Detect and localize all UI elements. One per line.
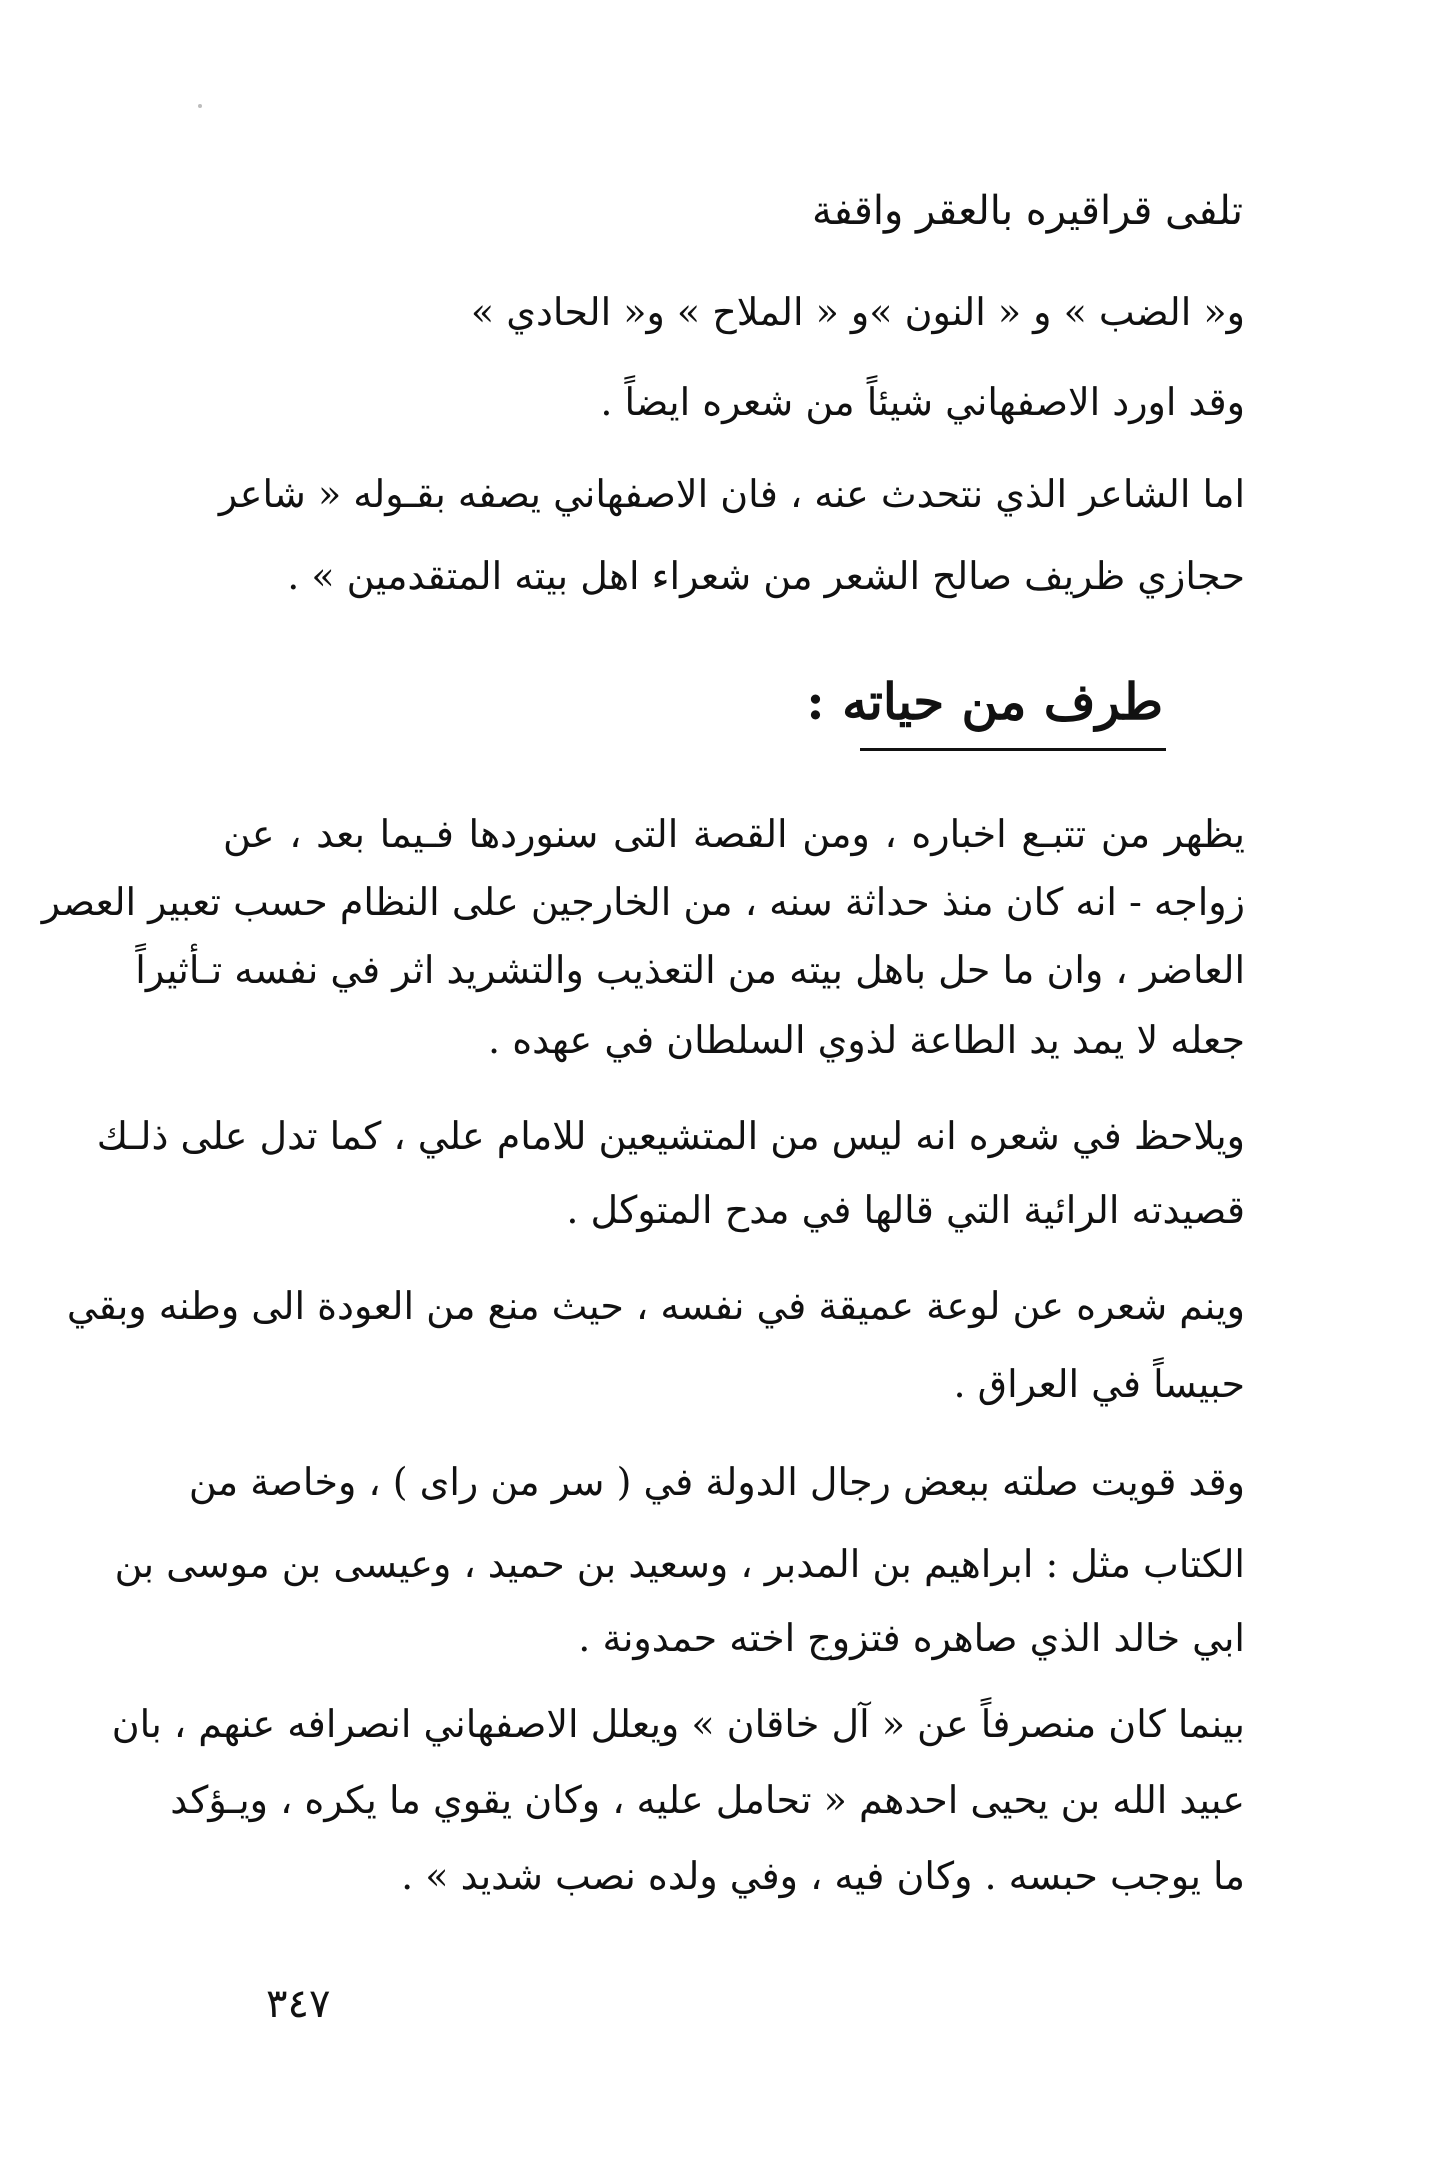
paragraph-3-line-1: وينم شعره عن لوعة عميقة في نفسه ، حيث منع من العودة الى وطنه وبقي xyxy=(66,1284,1245,1328)
paragraph-4-line-1: وقد قويت صلته ببعض رجال الدولة في ( سر من راى ) ، وخاصة من xyxy=(188,1460,1245,1504)
scan-speck xyxy=(198,104,202,108)
paragraph-1-line-2: زواجه - انه كان منذ حداثة سنه ، من الخارجين على النظام حسب تعبير العصر xyxy=(41,880,1245,924)
paragraph-5-line-3: ما يوجب حبسه . وكان فيه ، وفي ولده نصب شديد » . xyxy=(401,1854,1245,1898)
heading-underline xyxy=(860,748,1166,751)
section-heading: طرف من حياته : xyxy=(806,672,1163,731)
intro-paragraph-line-1: اما الشاعر الذي نتحدث عنه ، فان الاصفهاني يصفه بقـوله « شاعر xyxy=(218,472,1245,516)
paragraph-4-line-2: الكتاب مثل : ابراهيم بن المدبر ، وسعيد بن حميد ، وعيسى بن موسى بن xyxy=(114,1542,1245,1586)
page-number: ٣٤٧ xyxy=(266,1981,331,2027)
paragraph-1-line-1: يظهر من تتبـع اخباره ، ومن القصة التى سنوردها فـيما بعد ، عن xyxy=(223,812,1245,856)
paragraph-2-line-1: ويلاحظ في شعره انه ليس من المتشيعين للامام علي ، كما تدل على ذلـك xyxy=(96,1114,1245,1158)
paragraph-4-line-3: ابي خالد الذي صاهره فتزوج اخته حمدونة . xyxy=(578,1616,1245,1660)
paragraph-2-line-2: قصيدته الرائية التي قالها في مدح المتوكل . xyxy=(566,1188,1245,1232)
paragraph-5-line-2: عبيد الله بن يحيى احدهم « تحامل عليه ، وكان يقوي ما يكره ، ويـؤكد xyxy=(170,1778,1245,1822)
verse-line: تلفى قراقيره بالعقر واقفة xyxy=(812,188,1243,234)
paragraph-1-line-4: جعله لا يمد يد الطاعة لذوي السلطان في عهده . xyxy=(488,1018,1245,1062)
intro-line-1: و« الضب » و « النون »و « الملاح » و« الحادي » xyxy=(470,290,1245,334)
intro-paragraph-line-2: حجازي ظريف صالح الشعر من شعراء اهل بيته المتقدمين » . xyxy=(287,554,1245,598)
paragraph-3-line-2: حبيساً في العراق . xyxy=(953,1362,1245,1406)
paragraph-5-line-1: بينما كان منصرفاً عن « آل خاقان » ويعلل الاصفهاني انصرافه عنهم ، بان xyxy=(111,1702,1245,1746)
intro-line-2: وقد اورد الاصفهاني شيئاً من شعره ايضاً . xyxy=(600,380,1245,424)
paragraph-1-line-3: العاضر ، وان ما حل باهل بيته من التعذيب والتشريد اثر في نفسه تـأثيراً xyxy=(135,948,1245,992)
